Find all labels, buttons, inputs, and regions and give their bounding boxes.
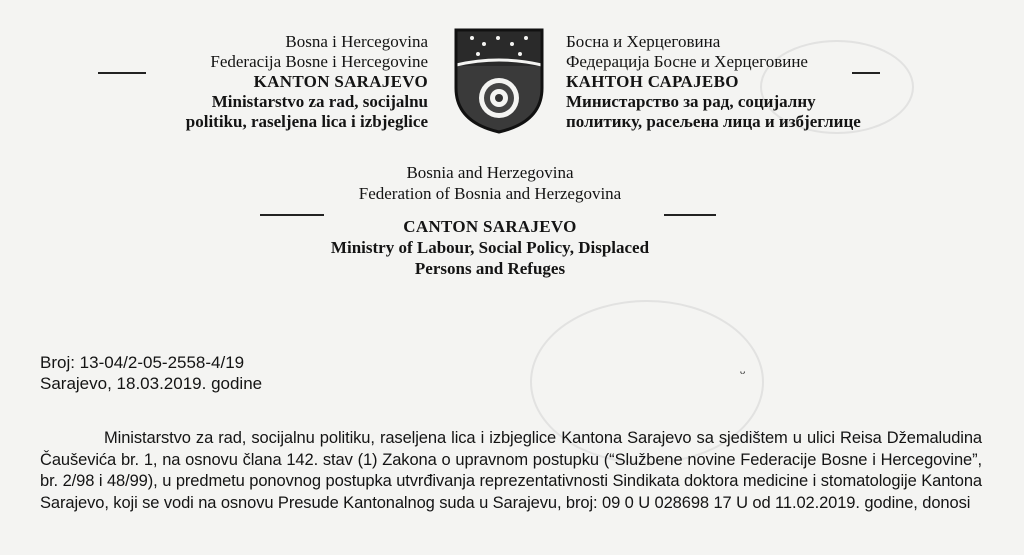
header-center-ministry-line2: Persons and Refuges	[414, 259, 566, 278]
header-center	[0, 162, 980, 279]
coat-of-arms-emblem	[452, 26, 546, 136]
header-center-country: Bosnia and Herzegovina	[406, 163, 574, 182]
header-left-ministry-line1: Ministarstvo za rad, socijalnu	[211, 92, 428, 111]
header-left-rule	[98, 72, 146, 74]
header-right-federation: Федерација Босне и Херцеговине	[566, 52, 808, 71]
header-left-country: Bosna i Hercegovina	[285, 32, 428, 51]
header-left-canton: KANTON SARAJEVO	[253, 72, 428, 91]
header-right-rule	[852, 72, 880, 74]
document-body: Ministarstvo za rad, socijalnu politiku, raseljena lica i izbjeglice Kantona Sarajevo sa sjedištem u ulici Reisa Džemaludina Čauševića br. 1, na osnovu člana 142. stav (1) Zakona o upravnom postupku (“Službene novine Federacije Bosne i Hercegovine”, br. 2/98 i 48/99), u predmetu ponovnog postupka utvrđivanja reprezentativnosti Sindikata doktora medicine i stomatologije Kantona Sarajevo, koji se vodi na osnovu Presude Kantonalnog suda u Sarajevu, broj: 09 0 U 028698 17 U od 11.02.2019. godine, donosi	[40, 429, 982, 512]
document-place-date: Sarajevo, 18.03.2019. godine	[40, 374, 263, 393]
header-left	[186, 32, 428, 132]
header-center-canton: CANTON SARAJEVO	[403, 217, 577, 236]
pen-mark: ᵕ	[740, 363, 746, 383]
header-right-canton: КАНТОН САРАЈЕВО	[566, 72, 739, 91]
document-meta	[40, 352, 262, 394]
header-left-federation: Federacija Bosne i Hercegovine	[210, 52, 428, 71]
header-left-ministry-line2: politiku, raseljena lica i izbjeglice	[185, 112, 428, 131]
header-center-rule-left	[260, 214, 324, 216]
document-number: Broj: 13-04/2-05-2558-4/19	[40, 353, 245, 372]
header-center-federation: Federation of Bosnia and Herzegovina	[358, 184, 622, 203]
header-right-country: Босна и Херцеговина	[566, 32, 721, 51]
header-center-rule-right	[664, 214, 716, 216]
header-center-ministry-line1: Ministry of Labour, Social Policy, Displaced	[330, 238, 650, 257]
header-right-ministry-line2: политику, расељена лица и избјеглице	[566, 112, 861, 131]
header-right-ministry-line1: Министарство за рад, социјалну	[566, 92, 816, 111]
header-right	[566, 32, 861, 132]
